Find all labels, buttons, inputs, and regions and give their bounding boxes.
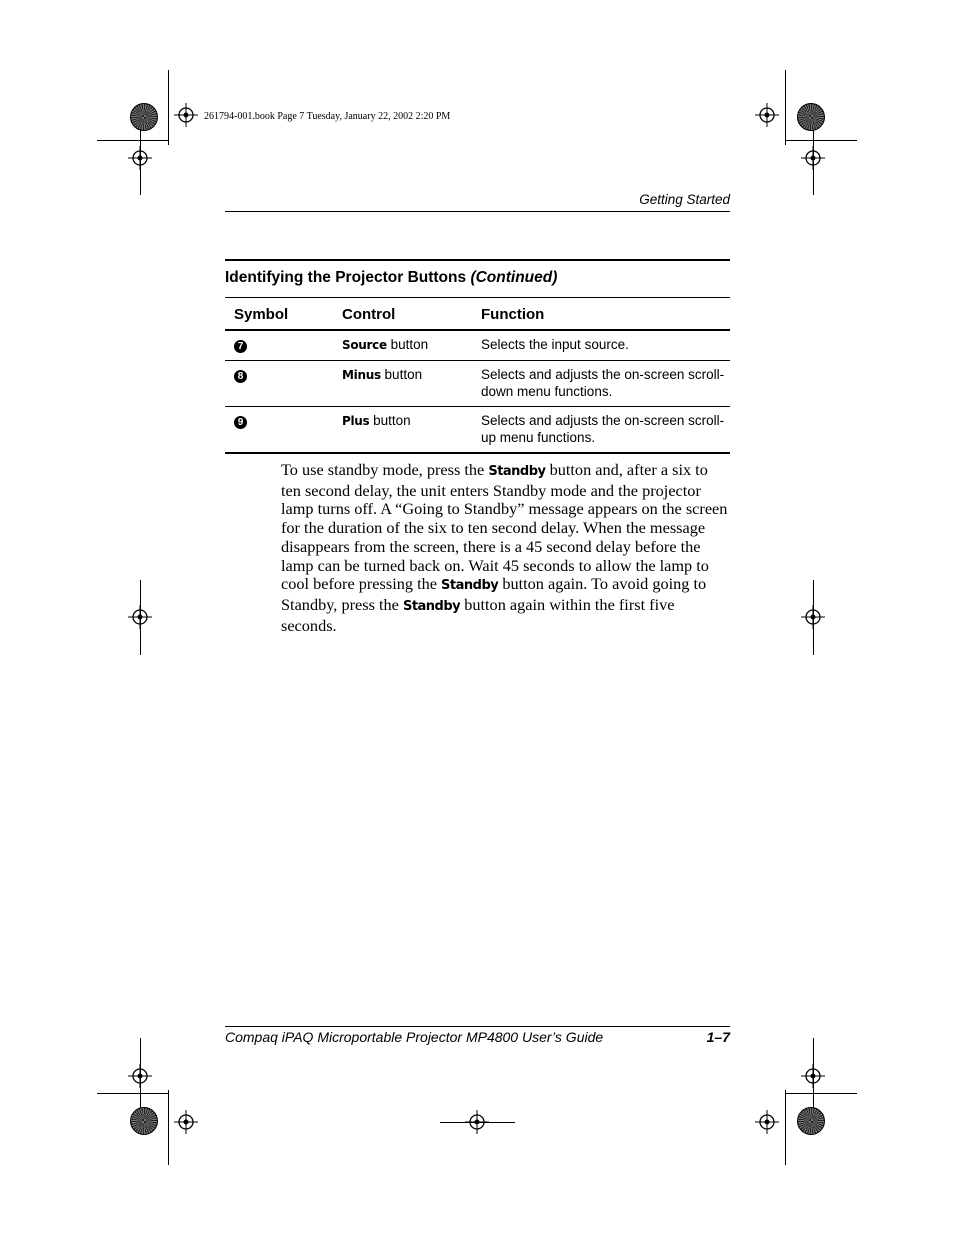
control-suffix: button <box>369 413 411 428</box>
standby-button-label: Standby <box>488 464 546 479</box>
control-name: Source <box>342 338 387 352</box>
footer-rule <box>225 1026 730 1027</box>
registration-mark-icon <box>128 605 152 629</box>
function-cell: Selects and adjusts the on-screen scroll-down menu functions. <box>481 367 725 399</box>
callout-number-icon: 9 <box>234 416 247 429</box>
function-cell: Selects and adjusts the on-screen scroll-up menu functions. <box>481 413 725 445</box>
registration-mark-icon <box>465 1110 489 1134</box>
table-row <box>225 361 730 407</box>
paragraph-text: To use standby mode, press the <box>281 460 489 479</box>
control-cell <box>342 366 481 400</box>
table-row <box>225 331 730 361</box>
registration-mark-icon <box>801 146 825 170</box>
standby-paragraph <box>281 461 731 635</box>
column-header-symbol: Symbol <box>234 305 289 323</box>
column-header-function: Function <box>481 305 545 323</box>
header-rule <box>225 211 730 212</box>
registration-mark-icon <box>174 1110 198 1134</box>
control-name: Minus <box>342 368 381 382</box>
paragraph-text: button again. To avoid going to Standby, press the <box>281 574 707 614</box>
column-header-control: Control <box>342 305 396 323</box>
color-target-icon <box>797 103 825 131</box>
table-title-text: Identifying the Projector Buttons <box>225 269 467 286</box>
print-slug: 261794-001.book Page 7 Tuesday, January 22, 2002 2:20 PM <box>204 111 451 122</box>
color-target-icon <box>797 1107 825 1135</box>
registration-mark-icon <box>174 103 198 127</box>
table-header-row <box>225 298 730 331</box>
callout-number-icon: 7 <box>234 340 247 353</box>
control-name: Plus <box>342 414 370 428</box>
callout-number-icon: 8 <box>234 370 247 383</box>
registration-mark-icon <box>755 1110 779 1134</box>
color-target-icon <box>130 1107 158 1135</box>
function-cell: Selects the input source. <box>481 337 629 352</box>
control-cell <box>342 336 481 354</box>
registration-mark-icon <box>801 1064 825 1088</box>
running-head: Getting Started <box>639 192 730 207</box>
control-cell <box>342 412 481 446</box>
standby-button-label: Standby <box>402 598 461 614</box>
control-suffix: button <box>380 367 423 382</box>
registration-mark-icon <box>755 103 779 127</box>
registration-mark-icon <box>801 605 825 629</box>
control-suffix: button <box>386 337 429 352</box>
table-title-suffix: (Continued) <box>470 269 558 286</box>
color-target-icon <box>130 103 158 131</box>
registration-mark-icon <box>128 146 152 170</box>
projector-buttons-table <box>225 259 730 454</box>
paragraph-text: button and, after a six to ten second delay, the unit enters Standby mode and the projector lamp turns off. A “Going to Standby” message appears on the screen for the duration of the six to ten second delay. When the message disappears from the screen, there is a 45 second delay before the lamp can be turned back on. Wait 45 seconds to allow the lamp to cool before pressing the <box>281 460 728 594</box>
page-number: 1–7 <box>706 1029 730 1045</box>
table-row <box>225 407 730 454</box>
paragraph-text: button again within the first five seconds. <box>281 594 675 635</box>
footer-title: Compaq iPAQ Microportable Projector MP4800 User’s Guide <box>225 1029 604 1045</box>
standby-button-label: Standby <box>441 578 499 594</box>
table-title <box>225 261 730 298</box>
registration-mark-icon <box>128 1064 152 1088</box>
